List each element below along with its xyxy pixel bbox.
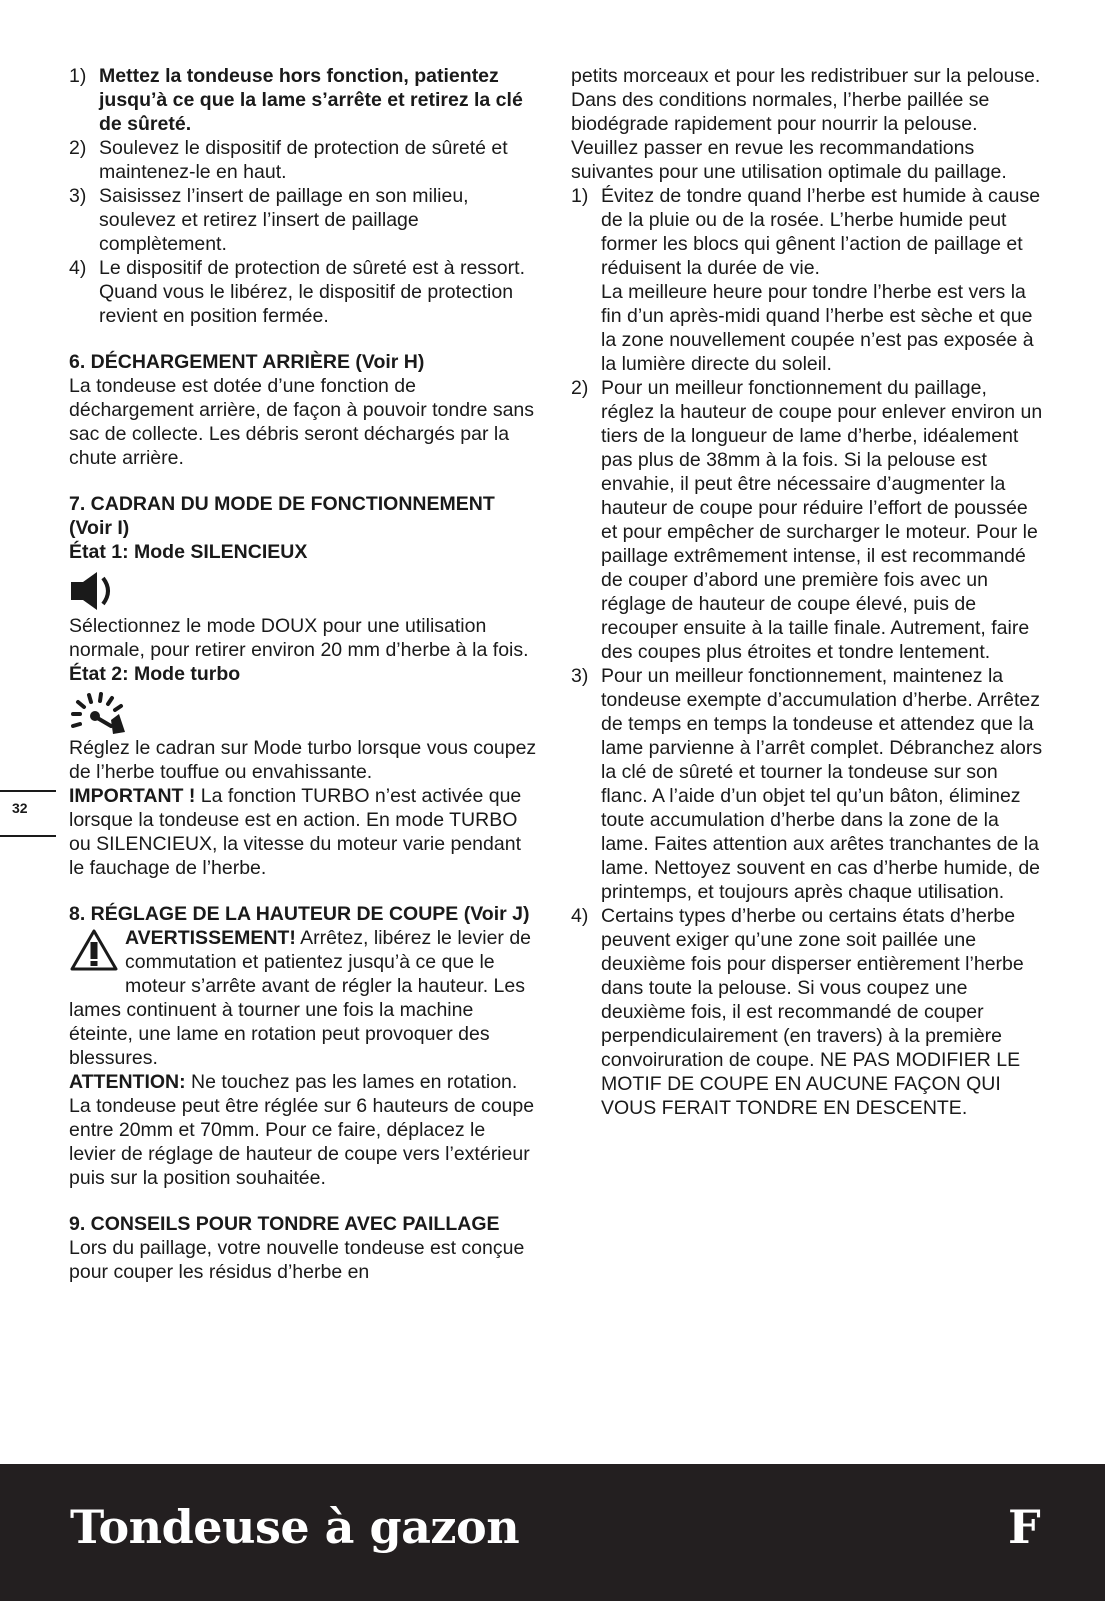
section-6-text: La tondeuse est dotée d’une fonction de déchargement arrière, de façon à pouvoir tondre sans sac de collecte. Les débris seront déchargés par la chute arrière.: [69, 375, 535, 469]
speaker-icon: [69, 570, 537, 610]
footer-title: Tondeuse à gazon: [70, 1500, 520, 1554]
left-column: [69, 64, 537, 1284]
important-text: La fonction TURBO n’est activée que lorsque la tondeuse est en action. En mode TURBO ou SILENCIEUX, la vitesse du moteur varie pendant le fauchage de l’herbe.: [69, 785, 522, 879]
attention-label: ATTENTION:: [69, 1071, 186, 1093]
step-2-text: Soulevez le dispositif de protection de sûreté et maintenez-le en haut.: [99, 137, 508, 183]
step-1-text: Mettez la tondeuse hors fonction, patientez jusqu’à ce que la lame s’arrête et retirez la clé de sûreté.: [99, 65, 523, 135]
list-item: 1) Évitez de tondre quand l’herbe est humide à cause de la pluie ou de la rosée. L’herbe humide peut former les blocs qui gênent l’action de paillage et réduisent la durée de vie. La meilleure heure pour tondre l’herbe est vers la fin d’un après-midi quand l’herbe est sèche et que la zone nouvellement coupée n’est pas exposée à la lumière directe du soleil.: [571, 185, 1041, 375]
step-4-text: Le dispositif de protection de sûreté est à ressort. Quand vous le libérez, le dispositif de protection revient en position fermée.: [99, 257, 525, 327]
tip-1-text-2: La meilleure heure pour tondre l’herbe est vers la fin d’un après-midi quand l’herbe est sèche et que la zone nouvellement coupée n’est pas exposée à la lumière directe du soleil.: [601, 281, 1034, 375]
tips-list: [571, 184, 1043, 1120]
intro-text-1: petits morceaux et pour les redistribuer sur la pelouse. Dans des conditions normales, l’herbe paillée se biodégrade rapidement pour nourrir la pelouse.: [571, 65, 1041, 135]
intro-text-2: Veuillez passer en revue les recommandations suivantes pour une utilisation optimale du paillage.: [571, 137, 1007, 183]
right-column: [571, 64, 1043, 1120]
step-3-text: Saisissez l’insert de paillage en son milieu, soulevez et retirez l’insert de paillage complètement.: [99, 185, 469, 255]
state-2-heading: État 2: Mode turbo: [69, 663, 241, 685]
warning-triangle-icon: [69, 928, 119, 978]
section-8-text: La tondeuse peut être réglée sur 6 hauteurs de coupe entre 20mm et 70mm. Pour ce faire, déplacez le levier de réglage de hauteur de coupe vers l’extérieur puis sur la position souhaitée.: [69, 1095, 535, 1189]
warning-label: AVERTISSEMENT!: [125, 927, 296, 949]
list-item: 4) Le dispositif de protection de sûreté est à ressort. Quand vous le libérez, le dispositif de protection revient en position fermée.: [69, 256, 537, 328]
section-9-text: Lors du paillage, votre nouvelle tondeuse est conçue pour couper les résidus d’herbe en: [69, 1237, 525, 1283]
warning-block: [69, 926, 537, 1070]
important-label: IMPORTANT !: [69, 785, 196, 807]
list-item: 3) Pour un meilleur fonctionnement, maintenez la tondeuse exempte d’accumulation d’herbe. Arrêtez de temps en temps la tondeuse et attendez que la lame parvienne à l’arrêt complet. Débranchez alors la clé de sûreté et tourner la tondeuse sur son flanc. A l’aide d’un objet tel qu’un bâton, éliminez toute accumulation d’herbe dans la zone de la lame. Faites attention aux arêtes tranchantes de la lame. Nettoyez souvent en cas d’herbe humide, de printemps, et toujours après chaque utilisation.: [571, 665, 1043, 903]
attention-note: ATTENTION: Ne touchez pas les lames en rotation.: [69, 1071, 518, 1093]
section-6-heading: 6. DÉCHARGEMENT ARRIÈRE (Voir H): [69, 351, 425, 373]
list-item: 4) Certains types d’herbe ou certains états d’herbe peuvent exiger qu’une zone soit paillée une deuxième fois pour disperser entièrement l’herbe dans toute la pelouse. Si vous coupez une deuxième fois, il est recommandé de couper perpendiculairement (en travers) à la première convoiruration de coupe. NE PAS MODIFIER LE MOTIF DE COUPE EN AUCUNE FAÇON QUI VOUS FERAIT TONDRE EN DESCENTE.: [571, 904, 1043, 1120]
state-1-heading: État 1: Mode SILENCIEUX: [69, 541, 308, 563]
list-item: 3) Saisissez l’insert de paillage en son milieu, soulevez et retirez l’insert de paillage complètement.: [69, 184, 537, 256]
tip-4-text: Certains types d’herbe ou certains états d’herbe peuvent exiger qu’une zone soit paillée une deuxième fois pour disperser entièrement l’herbe dans toute la pelouse. Si vous coupez une deuxième fois, il est recommandé de couper perpendiculairement (en travers) à la première convoiruration de coupe. NE PAS MODIFIER LE MOTIF DE COUPE EN AUCUNE FAÇON QUI VOUS FERAIT TONDRE EN DESCENTE.: [601, 905, 1024, 1119]
tip-2-text: Pour un meilleur fonctionnement du paillage, réglez la hauteur de coupe pour enlever environ un tiers de la longueur de lame d’herbe, idéalement pas plus de 38mm à la fois. Si la pelouse est envahie, il peut être nécessaire d’augmenter la hauteur de coupe pour réduire l’effort de poussée et pour empêcher de surcharger le moteur. Pour le paillage extrêmement intense, il est recommandé de couper d’abord une première fois avec un réglage de hauteur de coupe élevé, puis de recouper ensuite à la taille finale. Autrement, faire des coupes plus étroites et tondre lentement.: [601, 377, 1043, 663]
state-2-text: Réglez le cadran sur Mode turbo lorsque vous coupez de l’herbe touffue ou envahissante.: [69, 737, 537, 783]
language-letter: F: [1008, 1500, 1041, 1554]
section-7-heading: 7. CADRAN DU MODE DE FONCTIONNEMENT (Voir I): [69, 493, 495, 539]
tip-3-text: Pour un meilleur fonctionnement, maintenez la tondeuse exempte d’accumulation d’herbe. Arrêtez de temps en temps la tondeuse et attendez que la lame parvienne à l’arrêt complet. Débranchez alors la clé de sûreté et tourner la tondeuse sur son flanc. A l’aide d’un objet tel qu’un bâton, éliminez toute accumulation d’herbe dans la zone de la lame. Faites attention aux arêtes tranchantes de la lame. Nettoyez souvent en cas d’herbe humide, de printemps, et toujours après chaque utilisation.: [601, 665, 1043, 903]
page-number: 32: [12, 800, 28, 816]
steps-list: [69, 64, 537, 328]
list-item: 2) Soulevez le dispositif de protection de sûreté et maintenez-le en haut.: [69, 136, 537, 184]
list-item: 1) Mettez la tondeuse hors fonction, patientez jusqu’à ce que la lame s’arrête et retirez la clé de sûreté.: [69, 64, 537, 136]
important-note: [69, 784, 537, 880]
turbo-dial-icon: [69, 692, 537, 732]
section-9-heading: 9. CONSEILS POUR TONDRE AVEC PAILLAGE: [69, 1213, 500, 1235]
page-number-rule-top: [0, 790, 56, 792]
section-8-heading: 8. RÉGLAGE DE LA HAUTEUR DE COUPE (Voir J): [69, 903, 530, 925]
list-item: 2) Pour un meilleur fonctionnement du paillage, réglez la hauteur de coupe pour enlever environ un tiers de la longueur de lame d’herbe, idéalement pas plus de 38mm à la fois. Si la pelouse est envahie, il peut être nécessaire d’augmenter la hauteur de coupe pour réduire l’effort de poussée et pour empêcher de surcharger le moteur. Pour le paillage extrêmement intense, il est recommandé de couper d’abord une première fois avec un réglage de hauteur de coupe élevé, puis de recouper ensuite à la taille finale. Autrement, faire des coupes plus étroites et tondre lentement.: [571, 377, 1043, 663]
state-1-text: Sélectionnez le mode DOUX pour une utilisation normale, pour retirer environ 20 mm d’herbe à la fois.: [69, 615, 529, 661]
page-number-rule-bottom: [0, 835, 56, 837]
warning-text: AVERTISSEMENT! Arrêtez, libérez le levier de commutation et patientez jusqu’à ce que le moteur s’arrête avant de régler la hauteur. Les lames continuent à tourner une fois la machine éteinte, une lame en rotation peut provoquer des blessures.: [69, 927, 532, 1069]
tip-1-text: Évitez de tondre quand l’herbe est humide à cause de la pluie ou de la rosée. L’herbe humide peut former les blocs qui gênent l’action de paillage et réduisent la durée de vie.: [601, 185, 1041, 279]
